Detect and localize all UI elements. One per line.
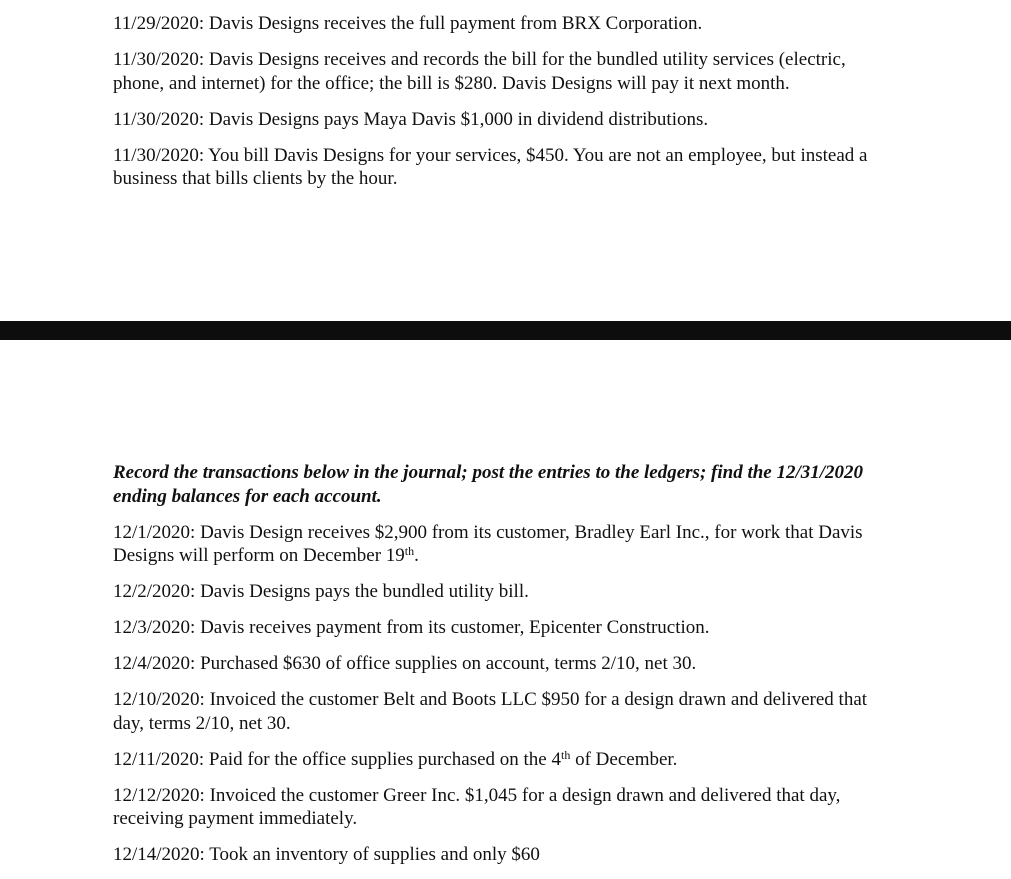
transaction-paragraph: 12/14/2020: Took an inventory of supplies and only $60 (113, 844, 540, 865)
transaction-paragraph: 12/3/2020: Davis receives payment from its customer, Epicenter Construction. (113, 617, 710, 638)
transaction-text: 12/1/2020: Davis Design receives $2,900 from its customer, Bradley Earl Inc., for work that Davis Designs will perform on December 19 (113, 521, 863, 566)
transaction-paragraph: 11/30/2020: Davis Designs receives and records the bill for the bundled utility services (electric, phone, and internet) for the office; the bill is $280. Davis Designs will pay it next month. (113, 49, 846, 94)
transaction-paragraph (113, 748, 888, 772)
transaction-paragraph: 12/10/2020: Invoiced the customer Belt and Boots LLC $950 for a design drawn and delivered that day, terms 2/10, net 30. (113, 689, 868, 734)
transaction-paragraph (113, 521, 888, 568)
document-page-bottom (0, 340, 1011, 865)
document-page-top (0, 0, 1011, 321)
ordinal-suffix: th (561, 747, 571, 762)
page-top-content (113, 12, 888, 203)
transaction-paragraph: 12/2/2020: Davis Designs pays the bundled utility bill. (113, 581, 529, 602)
page-break-divider (0, 321, 1011, 340)
transaction-text-end: . (414, 545, 419, 566)
transaction-text: 12/11/2020: Paid for the office supplies purchased on the 4 (113, 748, 561, 770)
page-bottom-content (113, 461, 888, 879)
transaction-paragraph: 12/12/2020: Invoiced the customer Greer Inc. $1,045 for a design drawn and delivered that day, receiving payment immediately. (113, 784, 841, 829)
transaction-paragraph: 11/29/2020: Davis Designs receives the full payment from BRX Corporation. (113, 13, 703, 34)
instruction-heading: Record the transactions below in the journal; post the entries to the ledgers; find the 12/31/2020 ending balances for each account. (113, 462, 864, 507)
ordinal-suffix: th (404, 544, 415, 558)
transaction-paragraph: 12/4/2020: Purchased $630 of office supplies on account, terms 2/10, net 30. (113, 653, 697, 674)
transaction-paragraph: 11/30/2020: You bill Davis Designs for your services, $450. You are not an employee, but instead a business that bills clients by the hour. (113, 144, 868, 189)
transaction-text-end: of December. (570, 748, 678, 770)
transaction-paragraph: 11/30/2020: Davis Designs pays Maya Davis $1,000 in dividend distributions. (113, 108, 709, 130)
